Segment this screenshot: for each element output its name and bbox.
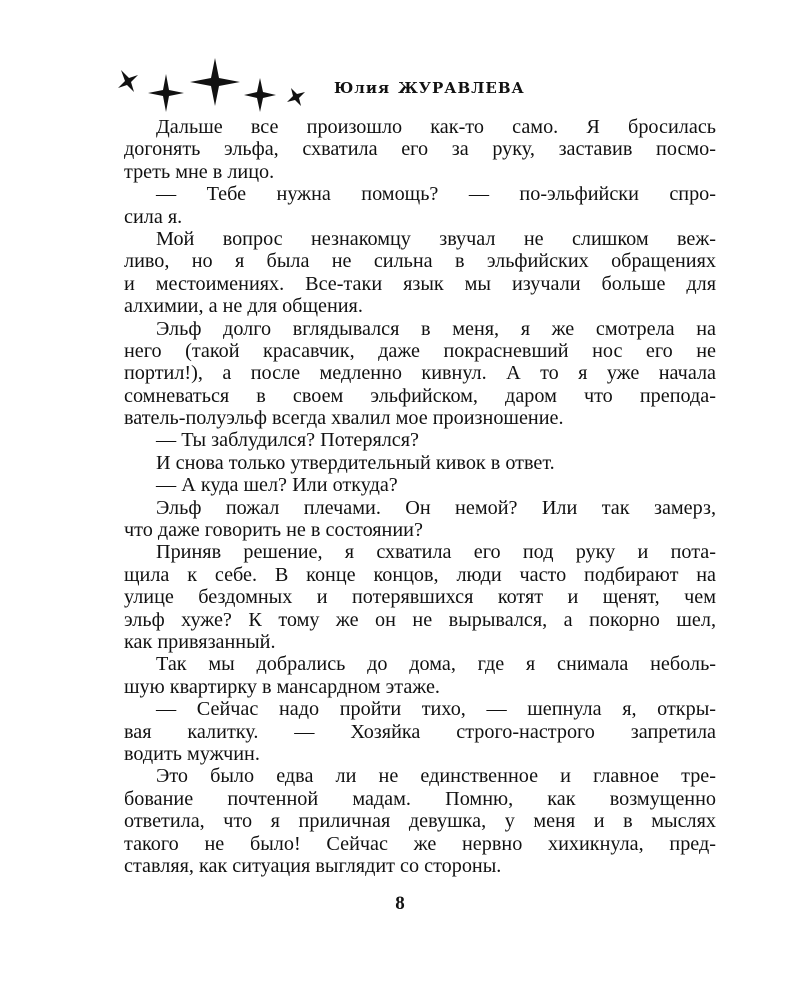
author-first-name: Юлия: [334, 79, 391, 97]
text-line: ставляя, как ситуация выглядит со стороны.: [124, 854, 502, 877]
text-line: ответила, что я приличная девушка, у меня и в мыслях: [124, 810, 716, 833]
text-line: эльф хуже? К тому же он не вырывался, а покорно шел,: [124, 608, 716, 631]
text-line: Приняв решение, я схватила его под руку и пота-: [156, 541, 716, 564]
text-line: шую квартирку в мансардном этаже.: [124, 675, 440, 698]
text-line: Эльф пожал плечами. Он немой? Или так замерз,: [156, 496, 716, 519]
text-line: улице бездомных и потерявшихся котят и щенят, чем: [124, 586, 716, 609]
text-line: — Сейчас надо пройти тихо, — шепнула я, откры-: [156, 698, 716, 721]
text-line: ливо, но я была не сильна в эльфийских обращениях: [124, 250, 716, 273]
text-line: водить мужчин.: [124, 742, 260, 765]
text-line: — Ты заблудился? Потерялся?: [156, 429, 420, 452]
text-line: Мой вопрос незнакомцу звучал не слишком веж-: [156, 227, 716, 250]
text-line: бование почтенной мадам. Помню, как возмущенно: [124, 787, 716, 810]
star-icon: [148, 74, 184, 112]
text-line: ватель-полуэльф всегда хвалил мое произношение.: [124, 407, 564, 430]
text-line: и местоимениях. Все-таки язык мы изучали больше для: [124, 272, 716, 295]
text-line: сомневаться в своем эльфийском, даром что препода-: [124, 384, 716, 407]
text-line: вая калитку. — Хозяйка строго-настрого запретила: [124, 720, 716, 743]
text-line: догонять эльфа, схватила его за руку, заставив посмо-: [124, 138, 716, 161]
author-name: [334, 79, 525, 97]
star-icon: [118, 70, 138, 92]
star-icon: [244, 78, 276, 112]
star-icon: [287, 88, 305, 106]
text-line: Эльф долго вглядывался в меня, я же смотрела на: [156, 317, 716, 340]
text-line: — Тебе нужна помощь? — по-эльфийски спро-: [156, 183, 716, 206]
text-line: щила к себе. В конце концов, люди часто подбирают на: [124, 563, 716, 586]
text-line: что даже говорить не в состоянии?: [124, 519, 423, 542]
text-line: него (такой красавчик, даже покрасневший нос его не: [124, 339, 716, 362]
running-header: [118, 58, 718, 118]
text-line: как привязанный.: [124, 630, 276, 653]
text-line: алхимии, а не для общения.: [124, 295, 363, 318]
text-line: такого не было! Сейчас же нервно хихикнула, пред-: [124, 832, 716, 855]
text-line: Это было едва ли не единственное и главное тре-: [156, 765, 716, 788]
author-last-name: ЖУРАВЛЕВА: [398, 79, 525, 97]
text-line: И снова только утвердительный кивок в ответ.: [156, 451, 555, 474]
text-line: портил!), а после медленно кивнул. А то я уже начала: [124, 362, 716, 385]
text-line: сила я.: [124, 205, 183, 228]
body-text: [124, 116, 716, 877]
stars-ornament: [118, 58, 318, 118]
text-line: Дальше все произошло как-то само. Я бросилась: [156, 116, 716, 138]
text-line: Так мы добрались до дома, где я снимала неболь-: [156, 653, 716, 676]
text-line: — А куда шел? Или откуда?: [156, 474, 398, 497]
text-line: треть мне в лицо.: [124, 160, 275, 183]
page-number: 8: [395, 893, 405, 914]
star-icon: [190, 58, 240, 106]
